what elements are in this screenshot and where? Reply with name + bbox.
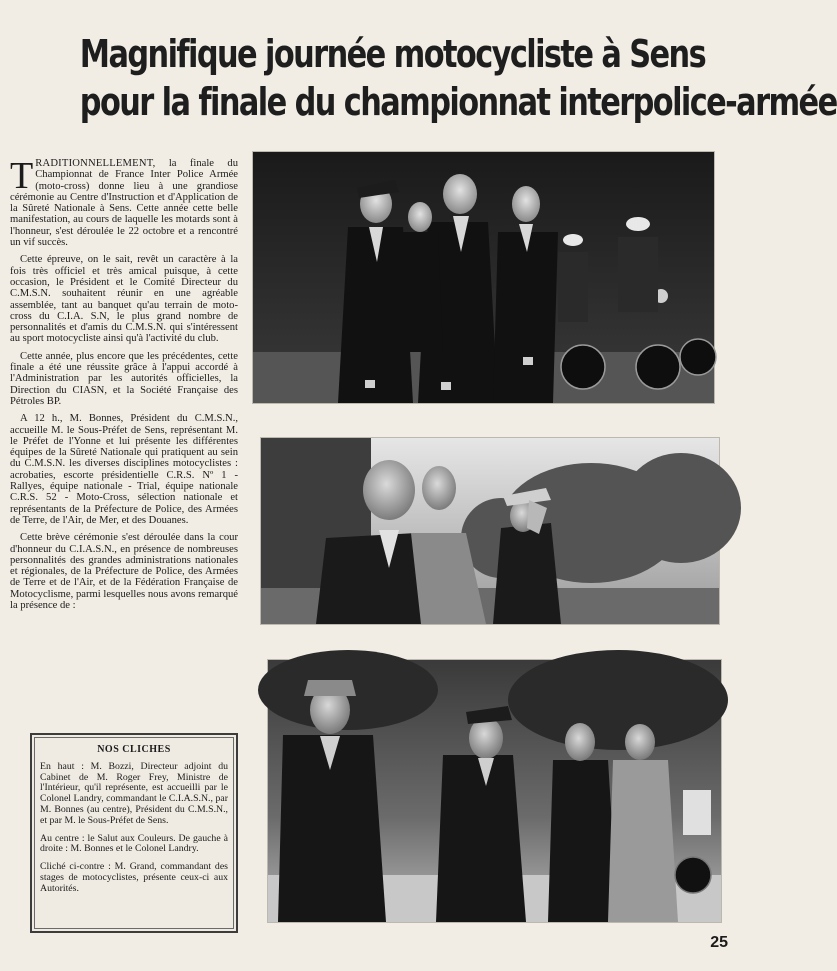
title-line-1: Magnifique journée motocycliste à Sens [79,32,706,76]
title-line-2: pour la finale du championnat interpolice-armée [79,80,837,124]
lead-word: RADITIONNELLEMENT, [35,158,156,169]
paragraph-4: A 12 h., M. Bonnes, Président du C.M.S.N., accueille M. le Sous-Préfet de Sens, représentant M. le Préfet de l'Yonne et lui présente les différentes équipes de la Sûreté Nationale qui pratiquent au sein du C.M.S.N. les diverses disciplines motocyclistes : acrobaties, escorte présidentielle C.R.S. Nº 1 - Rallyes, équipe nationale - Trial, équipe nationale C.R.S. 52 - Moto-Cross, sélection nationale et représentants de la Préfecture de Police, des Armées de Terre, de l'Air, de Mer, et des Douanes. [10,413,238,526]
caption-middle: Au centre : le Salut aux Couleurs. De gauche à droite : M. Bonnes et le Colonel Landry. [40,832,228,855]
photo-top-officials [253,152,714,403]
drop-cap: T [10,155,34,197]
paragraph-1-text: la finale du Championnat de France Inter Police Armée (moto-cross) donne lieu à une grandiose cérémonie au Centre d'Instruction et d'Application de la Sûreté Nationale à Sens. Cette année cette belle manifestation, au cours de laquelle les motards sont à l'honneur, s'est déroulée le 22 octobre et a rencontré un vif succès. [10,158,238,249]
photo-bottom-presentation [268,660,721,922]
article-body [10,155,238,617]
caption-bottom: Cliché ci-contre : M. Grand, commandant des stages de motocyclistes, présente ceux-ci aux Autorités. [40,861,228,894]
caption-top: En haut : M. Bozzi, Directeur adjoint du Cabinet de M. Roger Frey, Ministre de l'Intérieur, qu'il représente, est accueilli par le Colonel Landry, commandant le C.I.A.S.N., par M. Bonnes (au centre), Président du C.M.S.N., et par M. le Sous-Préfet de Sens. [40,760,228,826]
captions-heading: NOS CLICHES [97,744,171,755]
paragraph-3: Cette année, plus encore que les précédentes, cette finale a été une réussite grâce à l'appui accordé à l'Administration par les autorités officielles, la Direction du CIASN, et la Société Française des Pétroles BP. [10,350,238,407]
paragraph-2: Cette épreuve, on le sait, revêt un caractère à la fois très officiel et très amical puisque, à cette occasion, le Président et le Comité Directeur du C.M.S.N. souhaitent réunir en une agréable assemblée, tant au banquet qu'au terrain de moto-cross du C.I.A. S.N, le plus grand nombre de personnalités et d'amis du C.M.S.N. qui s'intéressent au sport motocycliste ainsi qu'à l'activité du club. [10,254,238,345]
photo-middle-salute [261,438,719,624]
photo-captions-box [30,733,238,933]
paragraph-5: Cette brève cérémonie s'est déroulée dans la cour d'honneur du C.I.A.S.N., en présence de nombreuses personnalités des grandes administrations nationales et régionales, de la Préfecture de Police, des Armées de Terre et de l'Air, et de la Fédération Française de Motocyclisme, parmi lesquelles nous avons remarqué la présence de : [10,532,238,611]
page-number: 25 [710,934,728,951]
page-title [79,30,837,126]
paragraph-1 [10,155,238,249]
